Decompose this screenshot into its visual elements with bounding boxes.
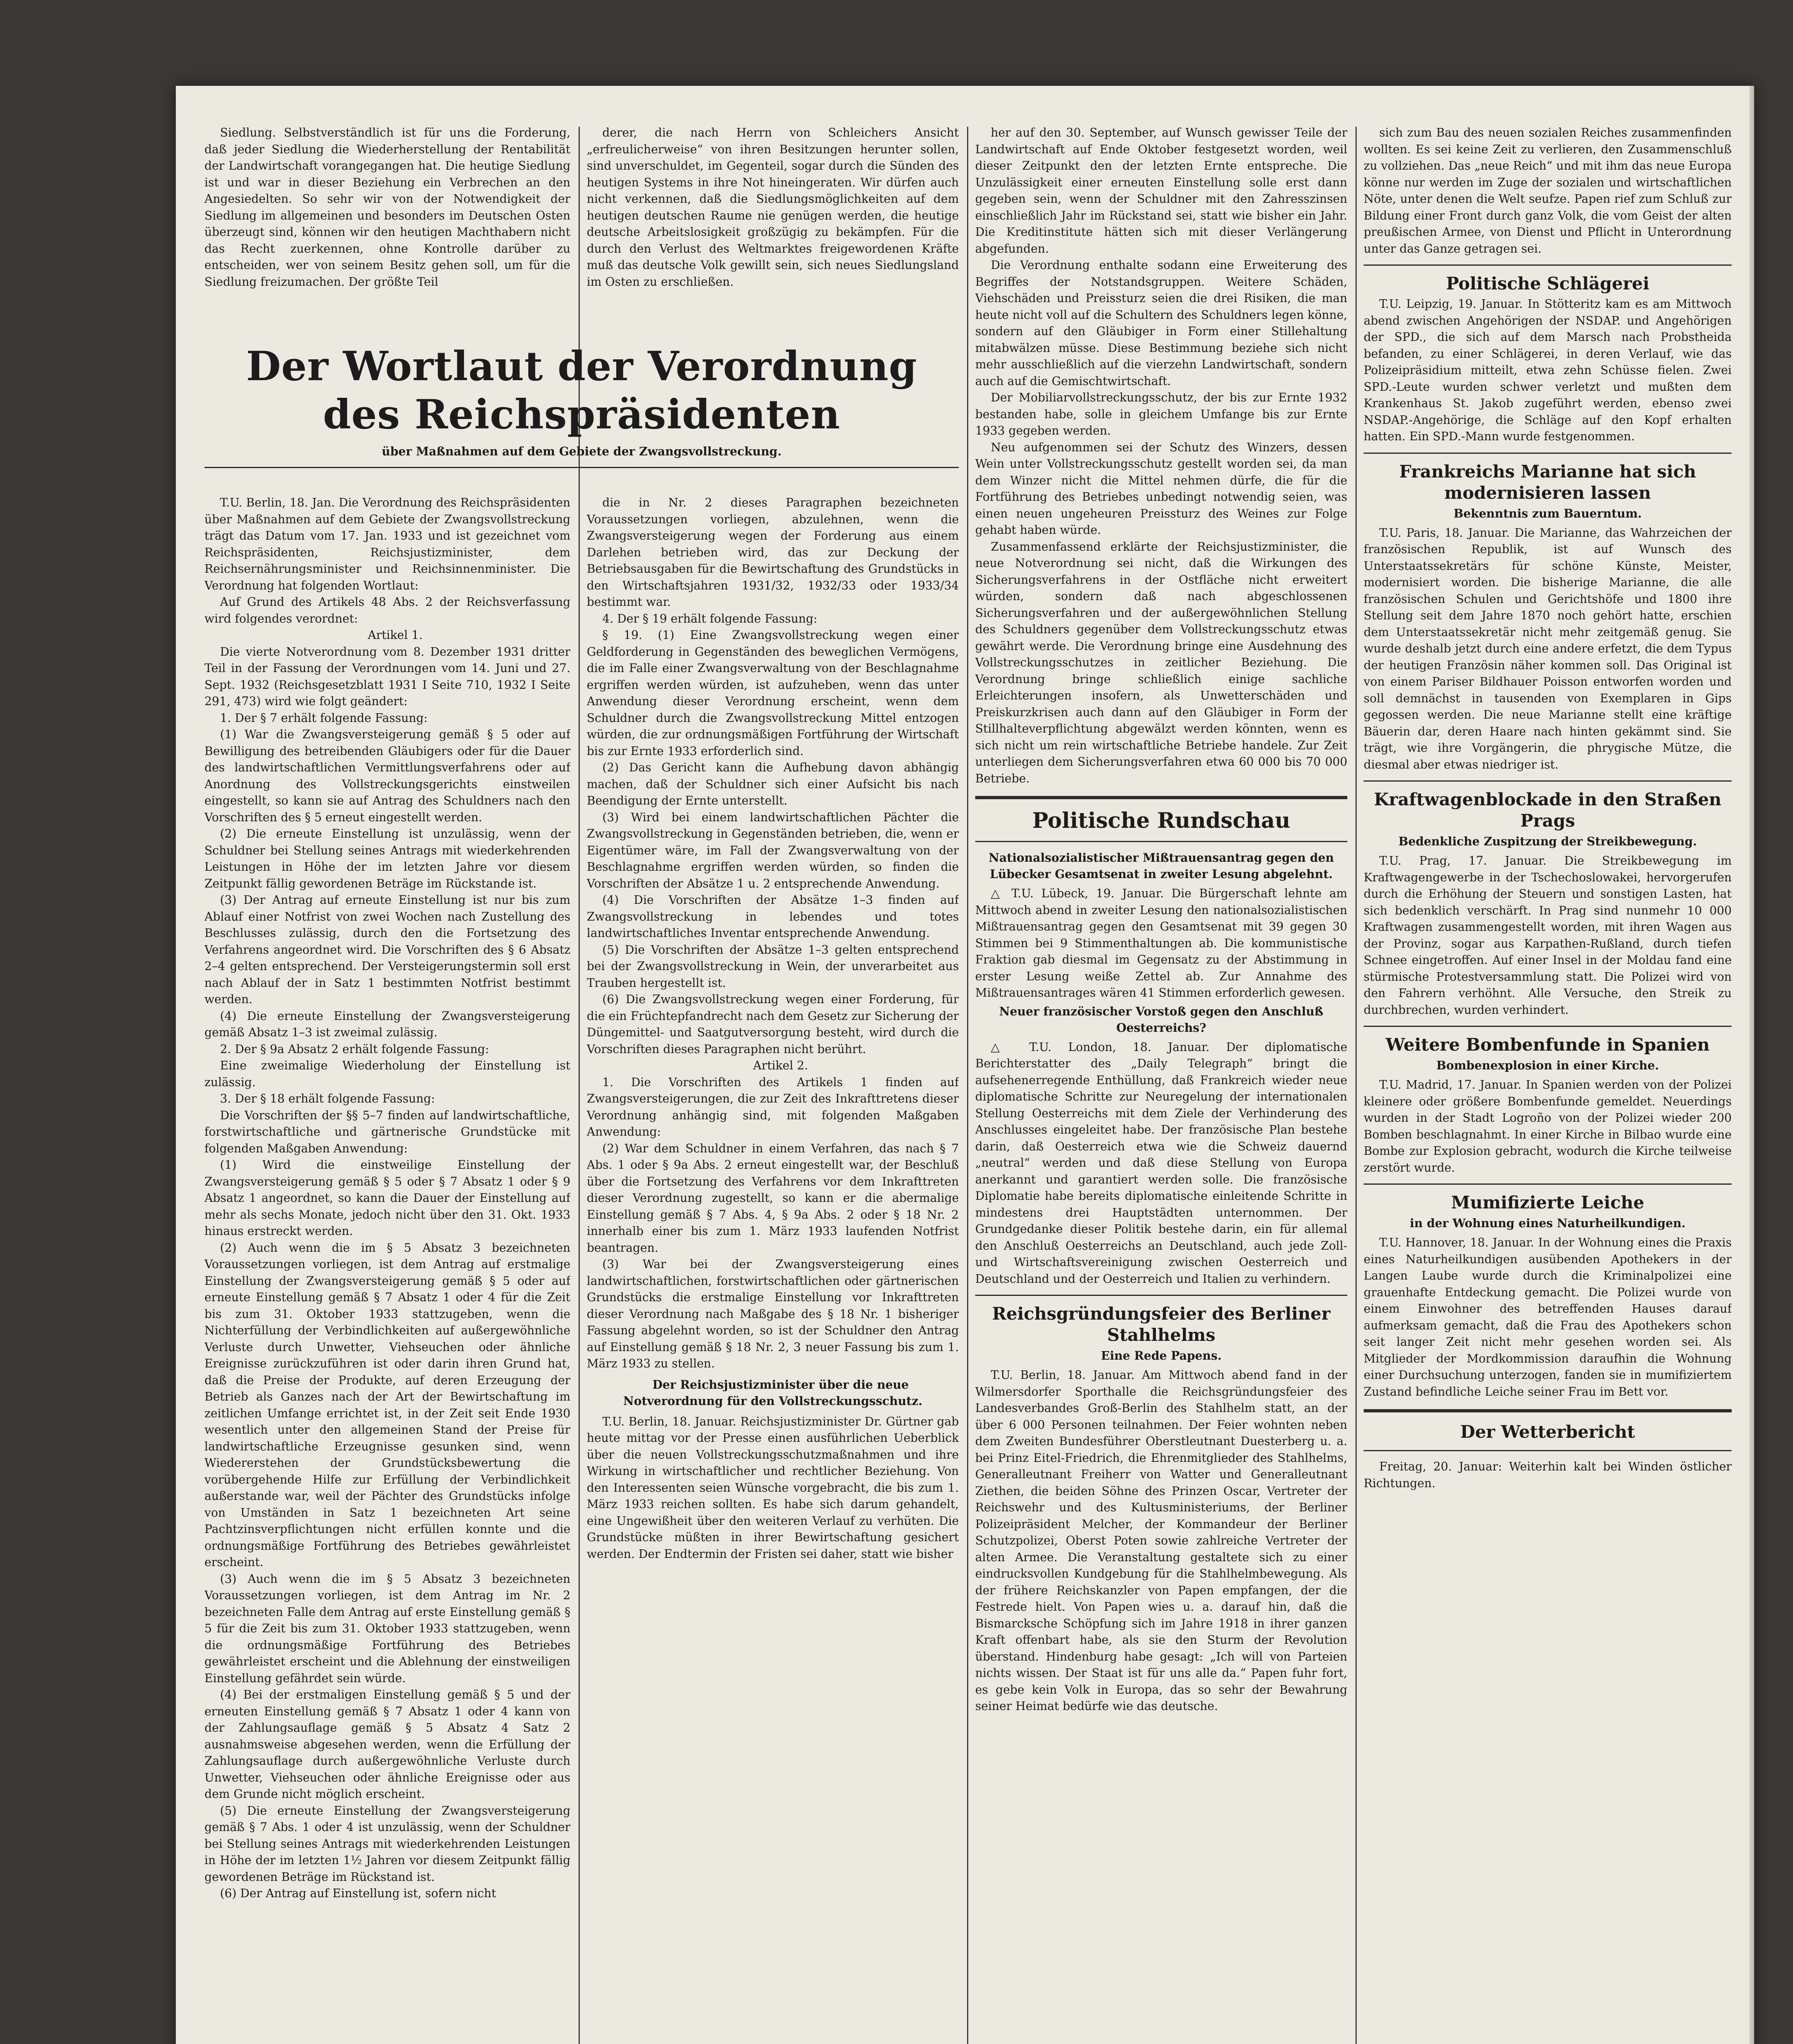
article-paragraph: 2. Der § 9a Absatz 2 erhält folgende Fassung: (220, 1042, 489, 1056)
section-rule (1364, 453, 1732, 454)
prag-text: T.U. Prag, 17. Januar. Die Streikbewegung im Kraftwagengewerbe in der Tschechoslowakei, hervorgerufen durch die Erhöhung der Steuern und sonstigen Lasten, hat sich bedenklich verschärft. In Prag sind nunmehr 10 000 Kraftwagen zusammengestellt worden, mit ihren Wagen aus der Provinz, sogar aus Karpathen-Rußland, durch tiefen Schnee eingetroffen. Auf einer Insel in der Moldau fand eine stürmische Protestversammlung statt. Die Polizei wird von den Fahrern verhöhnt. Alle Versuche, den Streik zu durchbrechen, wurden verhindert. (1364, 854, 1732, 1017)
column-rule (1355, 127, 1357, 2044)
article-paragraph: (4) Bei der erstmaligen Einstellung gemäß § 5 und der erneuten Einstellung gemäß § 7 Absatz 1 oder 4 kann von der Zahlungsauflage gemäß § 5 Absatz 4 Satz 2 ausnahmsweise abgesehen werden, wenn die Erfüllung der Zahlungsauflage durch außergewöhnliche Verluste durch Unwetter, Viehseuchen oder ähnliche Ereignisse oder aus dem Grunde nicht möglich erscheint. (204, 1688, 570, 1801)
column-2 (587, 495, 959, 2044)
column-3 (975, 125, 1347, 2044)
siedlung-text: Siedlung. Selbstverständlich ist für uns die Forderung, daß jeder Siedlung die Wiederherstellung der Rentabilität der Landwirtschaft vorangegangen hat. Die heutige Siedlung ist und war in dieser Beziehung ein Verbrechen an den Angesiedelten. So sehr wir von der Notwendigkeit der Siedlung im allgemeinen und besonders im Deutschen Osten überzeugt sind, können wir den heutigen Machthabern nicht das Recht zuerkennen, ohne Kontrolle darüber zu entscheiden, wer von seinem Besitz gehen soll, um für die Siedlung freizumachen. Der größte Teil (204, 126, 570, 289)
column-1 (204, 495, 570, 2044)
papen-speech-text: sich zum Bau des neuen sozialen Reiches zusammenfinden wollten. Es sei keine Zeit zu verlieren, den Zusammenschluß zu vollziehen. Das „neue Reich“ und mit ihm das neue Europa könne nur werden im Zuge der sozialen und wirtschaftlichen Nöte, unter denen die Welt seufze. Papen rief zum Schluß zur Bildung einer Front durch ganz Volk, die vom Geist der alten preußischen Armee, von Dienst und Pflicht in Unterordnung unter das Ganze getragen sei. (1364, 126, 1732, 256)
stahlhelm-subheadline: Eine Rede Papens. (1101, 1349, 1222, 1363)
newspaper-page (176, 86, 1754, 2044)
main-headline: Der Wortlaut der Verordnung des Reichspräsidenten (246, 343, 918, 438)
marianne-headline: Frankreichs Marianne hat sich modernisieren lassen (1399, 461, 1697, 503)
london-text: △ T.U. London, 18. Januar. Der diplomatische Berichterstatter des „Daily Telegraph“ bringt die aufsehenerregende Enthüllung, daß Frankreich wieder neue diplomatische Schritte zur Neuregelung der internationalen Stellung Oesterreichs mit dem Ziele der Verhinderung des Anschlusses eingeleitet habe. Der französische Plan bestehe darin, daß Oesterreich etwa wie die Schweiz dauernd „neutral“ werden und daß diese Stellung von Europa anerkannt und garantiert werden solle. Die französische Diplomatie habe bereits diplomatische einleitende Schritte in mindestens drei Hauptstädten unternommen. Der Grundgedanke dieser Politik bestehe darin, ein für allemal den Anschluß Oesterreichs an Deutschland, auch jede Zoll- und Wirtschaftsvereinigung zwischen Oesterreich und Deutschland und der Oesterreich und Italien zu verhindern. (975, 1040, 1347, 1286)
wetter-headline: Der Wetterbericht (1460, 1422, 1635, 1442)
marianne-text: T.U. Paris, 18. Januar. Die Marianne, das Wahrzeichen der französischen Republik, ist auf Wunsch des Unterstaatssekretärs für schöne Künste, Meister, modernisiert worden. Die bisherige Marianne, die alle französischen Schulen und Gerichtshöfe und 1800 ihre Stellung seit dem Jahre 1870 noch gehört hatte, erschien dem Unterstaatssekretär nicht mehr zeitgemäß genug. Sie wurde deshalb jetzt durch eine andere erfetzt, die dem Typus der heutigen Französin näher kommen soll. Das Original ist von einem Pariser Bildhauer Poisson entworfen worden und soll demnächst in tausenden von Exemplaren in Gips gegossen werden. Die neue Marianne stellt eine kräftige Bäuerin dar, deren Haare nach hinten gekämmt sind. Sie trägt, wie ihre Vorgängerin, die phrygische Mütze, die diesmal aber etwas niedriger ist. (1364, 526, 1732, 771)
section-rule (1364, 264, 1732, 266)
section-rule (1364, 1450, 1732, 1451)
article-paragraph: (5) Die erneute Einstellung der Zwangsversteigerung gemäß § 7 Abs. 1 oder 4 ist unzulässig, wenn der Schuldner bei Stellung seines Antrags mit wiederkehrenden Leistungen in Höhe der im letzten 1½ Jahren vor diesem Zeitpunkt fällig gewordenen Beträge im Rückstand ist. (204, 1804, 570, 1884)
column-rule (967, 127, 968, 2044)
article-paragraph: 3. Der § 18 erhält folgende Fassung: (220, 1092, 435, 1105)
london-headline: Neuer französischer Vorstoß gegen den Anschluß Oesterreichs? (999, 1004, 1324, 1035)
article-paragraph: § 19. (1) Eine Zwangsvollstreckung wegen einer Geldforderung in Gegenständen des beweglichen Vermögens, die im Falle einer Zwangsverwaltung von der Beschlagnahme ergriffen werden würden, ist aufzuheben, wenn das unter Anwendung dieser Verordnung erscheint, wenn dem Schuldner durch die Zwangsvollstreckung Mittel entzogen würden, die zur ordnungsmäßigen Fortführung der Wirtschaft bis zur Ernte 1933 erforderlich sind. (587, 628, 959, 758)
article-heading: Der Reichsjustizminister über die neue Notverordnung für den Vollstreckungsschutz. (623, 1377, 922, 1408)
page-edge (1749, 86, 1754, 2044)
article-paragraph: 4. Der § 19 erhält folgende Fassung: (602, 612, 817, 625)
article-paragraph: (6) Die Zwangsvollstreckung wegen einer Forderung, für die ein Früchtepfandrecht nach dem Gesetz zur Sicherung der Düngemittel- und Saatgutversorgung besteht, wird durch die Vorschriften dieses Paragraphen nicht berührt. (587, 993, 959, 1056)
prag-subheadline: Bedenkliche Zuspitzung der Streikbewegung. (1398, 834, 1697, 848)
section-rule (1364, 1409, 1732, 1412)
article-paragraph: (3) War bei der Zwangsversteigerung eines landwirtschaftlichen, forstwirtschaftlichen oder gärtnerischen Grundstücks die erstmalige Einstellung vor Inkrafttreten dieser Verordnung nach Maßgabe des § 18 Nr. 1 bisheriger Fassung abgelehnt worden, so ist der Schuldner den Antrag auf Einstellung gemäß § 18 Nr. 2, 3 neuer Fassung bis zum 1. März 1933 zu stellen. (587, 1257, 959, 1370)
section-rule (975, 796, 1347, 799)
schleicher-text: derer, die nach Herrn von Schleichers Ansicht „erfreulicherweise“ von ihren Besitzungen herunter sollen, sind unverschuldet, im Gegenteil, sogar durch die Sünden des heutigen Systems in ihre Not hineingeraten. Wir dürfen auch nicht verkennen, daß die Siedlungsmöglichkeiten auf dem heutigen deutschen Raume nie genügen werden, die heutige deutsche Arbeitslosigkeit großzügig zu bekämpfen. Für die durch den Verlust des Weltmarktes freigewordenen Kräfte muß das deutsche Volk gewillt sein, sich neues Siedlungsland im Osten zu erschließen. (587, 126, 959, 289)
stahlhelm-headline: Reichsgründungsfeier des Berliner Stahlhelms (992, 1304, 1331, 1345)
stahlhelm-text: T.U. Berlin, 18. Januar. Am Mittwoch abend fand in der Wilmersdorfer Sporthalle die Reichsgründungsfeier des Landesverbandes Groß-Berlin des Stahlhelm statt, an der über 6 000 Personen teilnahmen. Der Feier wohnten neben dem Zweiten Bundesführer Oberstleutnant Duesterberg u. a. bei Prinz Eitel-Friedrich, die Ehrenmitglieder des Stahlhelms, Generalleutnant Freiherr von Watter und Generalleutnant Ziethen, die beiden Söhne des Prinzen Oscar, Vertreter der Reichswehr und des Kultusministeriums, der Berliner Polizeipräsident Melcher, der Kommandeur der Berliner Schutzpolizei, Oberst Poten sowie zahlreiche Vertreter der alten Armee. Die Veranstaltung gestaltete sich zu einer eindrucksvollen Kundgebung für die Stahlhelmbewegung. Als der frühere Reichskanzler von Papen empfangen, der die Festrede hielt. Von Papen wies u. a. darauf hin, daß die Bismarcksche Schöpfung sich im Jahre 1918 in ihrer ganzen Kraft offenbart habe, als sie den Sturm der Revolution überstand. Hindenburg habe gesagt: „Ich will von Parteien nichts wissen. Der Staat ist für uns alle da.“ Papen fuhr fort, es gebe kein Volk in Europa, das so sehr der Bewahrung seiner Heimat bedürfe wie das deutsche. (975, 1368, 1347, 1713)
spanien-subheadline: Bombenexplosion in einer Kirche. (1436, 1058, 1659, 1072)
wetter-text: Freitag, 20. Januar: Weiterhin kalt bei Winden östlicher Richtungen. (1364, 1460, 1732, 1490)
article-paragraph: (3) Auch wenn die im § 5 Absatz 3 bezeichneten Voraussetzungen vorliegen, ist dem Antrag im Nr. 2 bezeichneten Falle dem Antrag auf erste Einstellung gemäß § 5 für die Zeit bis zum 31. Oktober 1933 stattzugeben, wenn die ordnungsmäßige Fortführung des Betriebes gewährleistet erscheint und die Ablehnung der einstweiligen Einstellung gefährdet sein würde. (204, 1572, 570, 1685)
article-paragraph: Zusammenfassend erklärte der Reichsjustizminister, die neue Notverordnung sei nicht, daß die Wirkungen des Sicherungsverfahrens in der Ostfläche nicht erweitert würden, sondern daß nach abgeschlossenen Sicherungsverfahren und der außergewöhnlichen Stellung des Schuldners gegenüber dem Vollstreckungsschutz etwas gewährt werde. Die Verordnung bringe eine Ausdehnung des Vollstreckungsschutzes in zeitlicher Beziehung. Die Verordnung bringe schließlich einige sachliche Erleichterungen insofern, als Unwetterschäden und Preiskurzkrisen auch dann auf den Gläubiger in Form der Stillhalteverpflichtung abgewälzt werden könnten, wenn es sich nicht um rein wirtschaftliche Betriebe handele. Zur Zeit unterliegen dem Sicherungsverfahren etwa 60 000 bis 70 000 Betriebe. (975, 540, 1347, 785)
main-headline-block (204, 331, 959, 475)
luebeck-text: △ T.U. Lübeck, 19. Januar. Die Bürgerschaft lehnte am Mittwoch abend in zweiter Lesung den nationalsozialistischen Mißtrauensantrag gegen den Gesamtsenat mit 39 gegen 30 Stimmen bei 9 Stimmenthaltungen ab. Die kommunistische Fraktion gab diesmal im Gegensatz zu der Abstimmung in erster Lesung weiße Zettel ab. Zur Annahme des Mißtrauensantrages wären 41 Stimmen erforderlich gewesen. (975, 887, 1347, 1000)
article-paragraph: (4) Die Vorschriften der Absätze 1–3 finden auf Zwangsvollstreckung in lebendes und totes landwirtschaftliches Inventar entsprechende Anwendung. (587, 893, 959, 940)
section-rule (975, 1295, 1347, 1296)
article-paragraph: Neu aufgenommen sei der Schutz des Winzers, dessen Wein unter Vollstreckungsschutz gestellt worden sei, da man dem Winzer nicht die Mittel nehmen dürfe, die für die Fortführung des Betriebes unbedingt notwendig seien, was einen neuen ungeheuren Preissturz des Weines zur Folge gehabt haben würde. (975, 440, 1347, 537)
article-heading: Artikel 1. (368, 628, 423, 642)
schlaegerei-text: T.U. Leipzig, 19. Januar. In Stötteritz kam es am Mittwoch abend zwischen Angehörigen der NSDAP. und Angehörigen der SPD., die sich auf dem Marsch nach Probstheida befanden, zu einer Schlägerei, in deren Verlauf, wie das Polizeipräsidium mitteilt, etwa zehn Schüsse fielen. Zwei SPD.-Leute wurden schwer verletzt und mußten dem Krankenhaus St. Jakob zugeführt werden, ebenso zwei NSDAP.-Angehörige, die Schläge auf den Kopf erhalten hatten. Ein SPD.-Mann wurde festgenommen. (1364, 297, 1732, 443)
article-paragraph: die in Nr. 2 dieses Paragraphen bezeichneten Voraussetzungen vorliegen, abzulehnen, wenn die Zwangsversteigerung wegen der Forderung aus einem Darlehen betrieben wird, das zur Deckung der Betriebsausgaben für die Bewirtschaftung des Grundstücks in den Wirtschaftsjahren 1931/32, 1932/33 oder 1933/34 bestimmt war. (587, 496, 959, 609)
prag-headline: Kraftwagenblockade in den Straßen Prags (1374, 789, 1721, 831)
section-rule (1364, 1026, 1732, 1027)
marianne-subheadline: Bekenntnis zum Bauerntum. (1453, 506, 1642, 520)
leiche-text: T.U. Hannover, 18. Januar. In der Wohnung eines die Praxis eines Naturheilkundigen ausübenden Apothekers in der Langen Laube wurde durch die Kriminalpolizei eine grauenhafte Entdeckung gemacht. Die Polizei wurde von einem Einwohner des betreffenden Hauses darauf aufmerksam gemacht, daß die Frau des Apothekers schon seit langer Zeit nicht mehr gesehen worden sei. Als Mitglieder der Mordkommission daraufhin die Wohnung einer Durchsuchung unterzogen, fanden sie in mumifiziertem Zustand befindliche Leiche seiner Frau im Bett vor. (1364, 1236, 1732, 1399)
section-rule (1364, 780, 1732, 782)
article-paragraph: (2) Das Gericht kann die Aufhebung davon abhängig machen, daß der Schuldner sich einer Aufsicht bis nach Beendigung der Ernte unterstellt. (587, 761, 959, 807)
column-1-top (204, 125, 570, 321)
article-paragraph: T.U. Berlin, 18. Jan. Die Verordnung des Reichspräsidenten über Maßnahmen auf dem Gebiete der Zwangsvollstreckung trägt das Datum vom 17. Jan. 1933 und ist gezeichnet vom Reichspräsidenten, Reichsjustizminister, dem Reichsernährungsminister und Reichsinnenminister. Die Verordnung hat folgenden Wortlaut: (204, 496, 570, 592)
article-paragraph: T.U. Berlin, 18. Januar. Reichsjustizminister Dr. Gürtner gab heute mittag vor der Presse einen ausführlichen Ueberblick über die neuen Vollstreckungsschutzmaßnahmen und ihre Wirkung in wirtschaftlicher und rechtlicher Beziehung. Von den Interessenten seien Wünsche vorgebracht, die bis zum 1. März 1933 reichen sollten. Es habe sich darum gehandelt, eine Ungewißheit über den weiteren Verlauf zu verhüten. Die Grundstücke müßten in ihrer Bewirtschaftung gesichert werden. Der Endtermin der Fristen sei daher, statt wie bisher (587, 1414, 959, 1561)
article-paragraph: (2) Die erneute Einstellung ist unzulässig, wenn der Schuldner bei Stellung seines Antrags mit wiederkehrenden Leistungen in Höhe der im letzten Jahre vor diesem Zeitpunkt fällig gewordenen Beträge im Rückstande ist. (204, 827, 570, 890)
article-paragraph: 1. Der § 7 erhält folgende Fassung: (220, 711, 428, 725)
article-paragraph: (3) Wird bei einem landwirtschaftlichen Pächter die Zwangsvollstreckung in Gegenständen betrieben, die, wenn er Eigentümer wäre, im Fall der Zwangsverwaltung von der Beschlagnahme ergriffen werden würden, so finden die Vorschriften der Absätze 1 u. 2 entsprechende Anwendung. (587, 810, 959, 890)
main-subheadline: über Maßnahmen auf dem Gebiete der Zwangsvollstreckung. (381, 444, 782, 458)
spanien-headline: Weitere Bombenfunde in Spanien (1385, 1035, 1710, 1055)
article-paragraph: (2) War dem Schuldner in einem Verfahren, das nach § 7 Abs. 1 oder § 9a Abs. 2 erneut eingestellt war, der Beschluß über die Fortsetzung des Verfahrens vor dem Inkrafttreten dieser Verordnung zugestellt, so kann er die abermalige Einstellung gemäß § 7 Abs. 4, § 9a Abs. 2 oder § 18 Nr. 2 innerhalb einer bis zum 1. März 1933 laufenden Notfrist beantragen. (587, 1141, 959, 1255)
article-paragraph: 1. Die Vorschriften des Artikels 1 finden auf Zwangsversteigerungen, die zur Zeit des Inkrafttretens dieser Verordnung anhängig sind, mit folgenden Maßgaben Anwendung: (587, 1075, 959, 1139)
article-paragraph: (2) Auch wenn die im § 5 Absatz 3 bezeichneten Voraussetzungen vorliegen, ist dem Antrag auf erstmalige Einstellung der Zwangsversteigerung gemäß § 5 oder auf erneute Einstellung gemäß § 7 Absatz 1 oder 4 für die Zeit bis zum 31. Oktober 1933 stattzugeben, wenn die Nichterfüllung der Verbindlichkeiten auf außergewöhnliche Verluste durch Unwetter, Viehseuchen oder ähnliche Ereignisse zurückzuführen ist oder darin ihren Grund hat, daß die Preise der Produkte, auf deren Erzeugung der Betrieb als Ganzes nach der Art der Bewirtschaftung im zeitlichen Umfange errichtet ist, in der Zeit seit Ende 1930 wesentlich unter den allgemeinen Stand der Preise für landwirtschaftliche Erzeugnisse gesunken sind, wenn Wiedererstehen der Grundstücksbewertung die vorübergehende Hilfe zur Erfüllung der Verbindlichkeit außerstande war, weil der Pächter des Grundstücks infolge von Umständen in Satz 1 bezeichneten Art seine Pachtzinsverpflichtungen nicht erfüllen konnte und die ordnungsmäßige Fortführung des Betriebes gewährleistet erscheint. (204, 1241, 570, 1569)
article-paragraph: Die Verordnung enthalte sodann eine Erweiterung des Begriffes der Notstandsgruppen. Weitere Schäden, Viehschäden und Preissturz seien die drei Risiken, die man heute nicht voll auf die Schultern des Schuldners legen könne, sondern auf den Gläubiger in Form einer Stillehaltung mitabwälzen müsse. Diese Bestimmung beziehe sich nicht mehr ausschließlich auf die vierzehn Landwirtschaft, sondern auch auf die Gemischtwirtschaft. (975, 258, 1347, 388)
article-heading: Artikel 2. (753, 1059, 808, 1072)
schlaegerei-headline: Politische Schlägerei (1446, 273, 1649, 294)
article-paragraph: Die vierte Notverordnung vom 8. Dezember 1931 dritter Teil in der Fassung der Verordnungen vom 14. Juni und 27. Sept. 1932 (Reichsgesetzblatt 1931 I Seite 710, 1932 I Seite 291, 473) wird wie folgt geändert: (204, 645, 570, 708)
section-rule (975, 841, 1347, 842)
luebeck-headline: Nationalsozialistischer Mißtrauensantrag gegen den Lübecker Gesamtsenat in zweiter Lesung abgelehnt. (988, 851, 1334, 881)
leiche-subheadline: in der Wohnung eines Naturheilkundigen. (1409, 1216, 1686, 1230)
column-2-top (587, 125, 959, 321)
article-paragraph: (3) Der Antrag auf erneute Einstellung ist nur bis zum Ablauf einer Notfrist von zwei Wochen nach Zustellung des Beschlusses zulässig, durch den die Fortsetzung des Verfahrens angeordnet wird. Die Vorschriften des § 6 Absatz 2–4 gelten entsprechend. Der Versteigerungstermin soll erst nach Ablauf der in Satz 1 bestimmten Notfrist bestimmt werden. (204, 893, 570, 1006)
rundschau-title: Politische Rundschau (1032, 808, 1290, 833)
leiche-headline: Mumifizierte Leiche (1451, 1192, 1645, 1213)
article-paragraph: her auf den 30. September, auf Wunsch gewisser Teile der Landwirtschaft auf Ende Oktober festgesetzt worden, weil dieser Zeitpunkt den der letzten Ernte entspreche. Die Unzulässigkeit einer erneuten Einstellung solle erst dann gegeben sein, wenn der Schuldner mit den Zahresszinsen einschließlich Jahr im Rückstand sei, statt wie bisher ein Jahr. Die Kreditinstitute hätten sich mit dieser Verlängerung abgefunden. (975, 126, 1347, 256)
headline-rule (204, 467, 959, 468)
article-paragraph: Eine zweimalige Wiederholung der Einstellung ist zulässig. (204, 1059, 570, 1089)
article-paragraph: Der Mobiliarvollstreckungsschutz, der bis zur Ernte 1932 bestanden habe, solle in gleichem Umfange bis zur Ernte 1933 gegeben werden. (975, 391, 1347, 437)
article-paragraph: Die Vorschriften der §§ 5–7 finden auf landwirtschaftliche, forstwirtschaftliche und gärtnerische Grundstücke mit folgenden Maßgaben Anwendung: (204, 1108, 570, 1155)
section-rule (1364, 1183, 1732, 1185)
article-paragraph: (1) Wird die einstweilige Einstellung der Zwangsversteigerung gemäß § 5 oder § 7 Absatz 1 oder § 9 Absatz 1 angeordnet, so kann die Dauer der Einstellung auf mehr als sechs Monate, jedoch nicht über den 31. Okt. 1933 hinaus erstreckt werden. (204, 1158, 570, 1238)
article-paragraph: (4) Die erneute Einstellung der Zwangsversteigerung gemäß Absatz 1–3 ist zweimal zulässig. (204, 1009, 570, 1039)
article-paragraph: (1) War die Zwangsversteigerung gemäß § 5 oder auf Bewilligung des betreibenden Gläubigers oder für die Dauer des landwirtschaftlichen Vermittlungsverfahrens oder auf Anordnung des Vollstreckungsgerichts einstweilen eingestellt, so kann sie auf Antrag des Schuldners nach den Vorschriften des § 5 erneut eingestellt werden. (204, 728, 570, 824)
article-paragraph: Auf Grund des Artikels 48 Abs. 2 der Reichsverfassung wird folgendes verordnet: (204, 595, 570, 625)
column-4 (1364, 125, 1732, 2044)
spanien-text: T.U. Madrid, 17. Januar. In Spanien werden von der Polizei kleinere oder größere Bombenfunde gemeldet. Neuerdings wurden in der Stadt Logroño von der Polizei wieder 200 Bomben beschlagnahmt. In einer Kirche in Bilbao wurde eine Bombe zur Explosion gebracht, wodurch die Kirche teilweise zerstört wurde. (1364, 1078, 1732, 1174)
article-paragraph: (5) Die Vorschriften der Absätze 1–3 gelten entsprechend bei der Zwangsvollstreckung in Wein, der unverarbeitet aus Trauben hergestellt ist. (587, 943, 959, 990)
article-paragraph: (6) Der Antrag auf Einstellung ist, sofern nicht (220, 1887, 496, 1900)
